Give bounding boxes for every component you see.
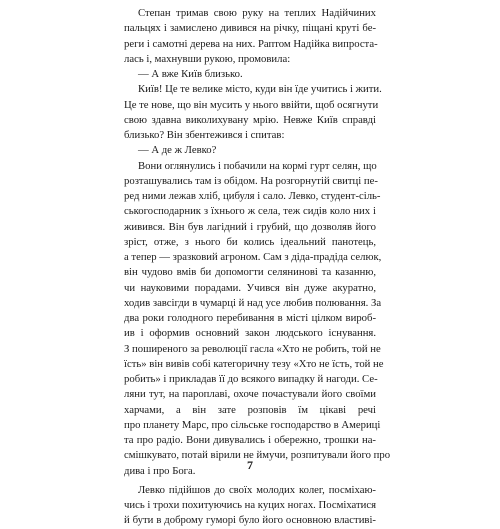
text-line: дива і про Бога. bbox=[124, 464, 196, 477]
text-line: Левко підійшов до своїх молодих колег, посміхаю- bbox=[138, 483, 376, 496]
text-line: чись і трохи похитуючись на куцих ногах. Посміхатися bbox=[124, 499, 377, 511]
text-line: пальцях і замислено дивився на річку, піщані круті бе- bbox=[124, 22, 376, 35]
text-line: смішкувато, потай вірили не ймучи, розпитували його про bbox=[124, 449, 391, 462]
text-line: лась і, махнувши рукою, промовила: bbox=[124, 52, 291, 65]
text-line: ред ними лежав хліб, цибуля і сало. Левко, студент-сіль- bbox=[124, 190, 381, 202]
text-line: ив і оформив основний закон людського існування. bbox=[124, 327, 376, 340]
text-line: живився. Він був лагідний і грубий, що дозволяв його bbox=[124, 220, 376, 233]
text-line: та про радіо. Вони дивувались і обережно, трошки на- bbox=[124, 434, 376, 446]
text-line: зріст, отже, з нього би колись ідеальний панотець, bbox=[124, 235, 376, 248]
body-text bbox=[124, 6, 391, 529]
text-line: — А вже Київ близько. bbox=[138, 68, 243, 80]
text-line: а тепер — зразковий агроном. Сам з діда-прадіда селюк, bbox=[124, 251, 382, 263]
text-line: З поширеного за революції гасла «Хто не робить, той не bbox=[124, 342, 381, 355]
text-line: реги і самотні дерева на них. Раптом Надійка випроста- bbox=[124, 37, 378, 50]
text-line: — А де ж Левко? bbox=[138, 144, 217, 157]
text-line: близько? Він збентежився і спитав: bbox=[124, 129, 285, 141]
text-line: харчами, а він зате розповів їм цікаві речі bbox=[124, 403, 376, 416]
page-number: 7 bbox=[247, 458, 253, 472]
text-line: робить» і прикладав її до всякого випадку й нагоди. Се- bbox=[124, 373, 378, 385]
text-line: їсть» він вивів собі категоричну тезу «Хто не їсть, той не bbox=[124, 357, 384, 370]
text-line: Це те нове, що він мусить у нього ввійти, щоб осягнути bbox=[124, 98, 379, 111]
text-line: чи науковими порадами. Учився він дуже акуратно, bbox=[124, 281, 376, 294]
text-line: ходив завсігди в чумарці й над усе любив полювання. За bbox=[124, 296, 382, 309]
text-line: розташувались там із обідом. На розгорнутій свитці пе- bbox=[124, 174, 378, 187]
text-line: він чудово вмів би допомогти селянинові та казанню, bbox=[124, 266, 376, 279]
text-line: й бути в доброму гуморі було його основною властиві- bbox=[124, 514, 376, 527]
text-line: Київ! Це те велике місто, куди він їде учитись і жити. bbox=[138, 83, 382, 96]
text-line: Вони оглянулись і побачили на кормі гурт селян, що bbox=[138, 159, 377, 172]
text-line: ляни тут, на пароплаві, охоче почастували його своїми bbox=[124, 388, 376, 401]
text-line: Степан тримав свою руку на теплих Надійчиних bbox=[138, 7, 376, 19]
text-line: свою здавна виколихувану мрію. Невже Київ справді bbox=[124, 113, 376, 126]
text-line: два роки голодного перебивання в місті цілком вироб- bbox=[124, 312, 376, 324]
text-line: про планету Марс, про сільське господарство в Америці bbox=[124, 418, 381, 431]
text-line: ськогосподарник з їхнього ж села, теж сидів коло них і bbox=[124, 205, 376, 218]
